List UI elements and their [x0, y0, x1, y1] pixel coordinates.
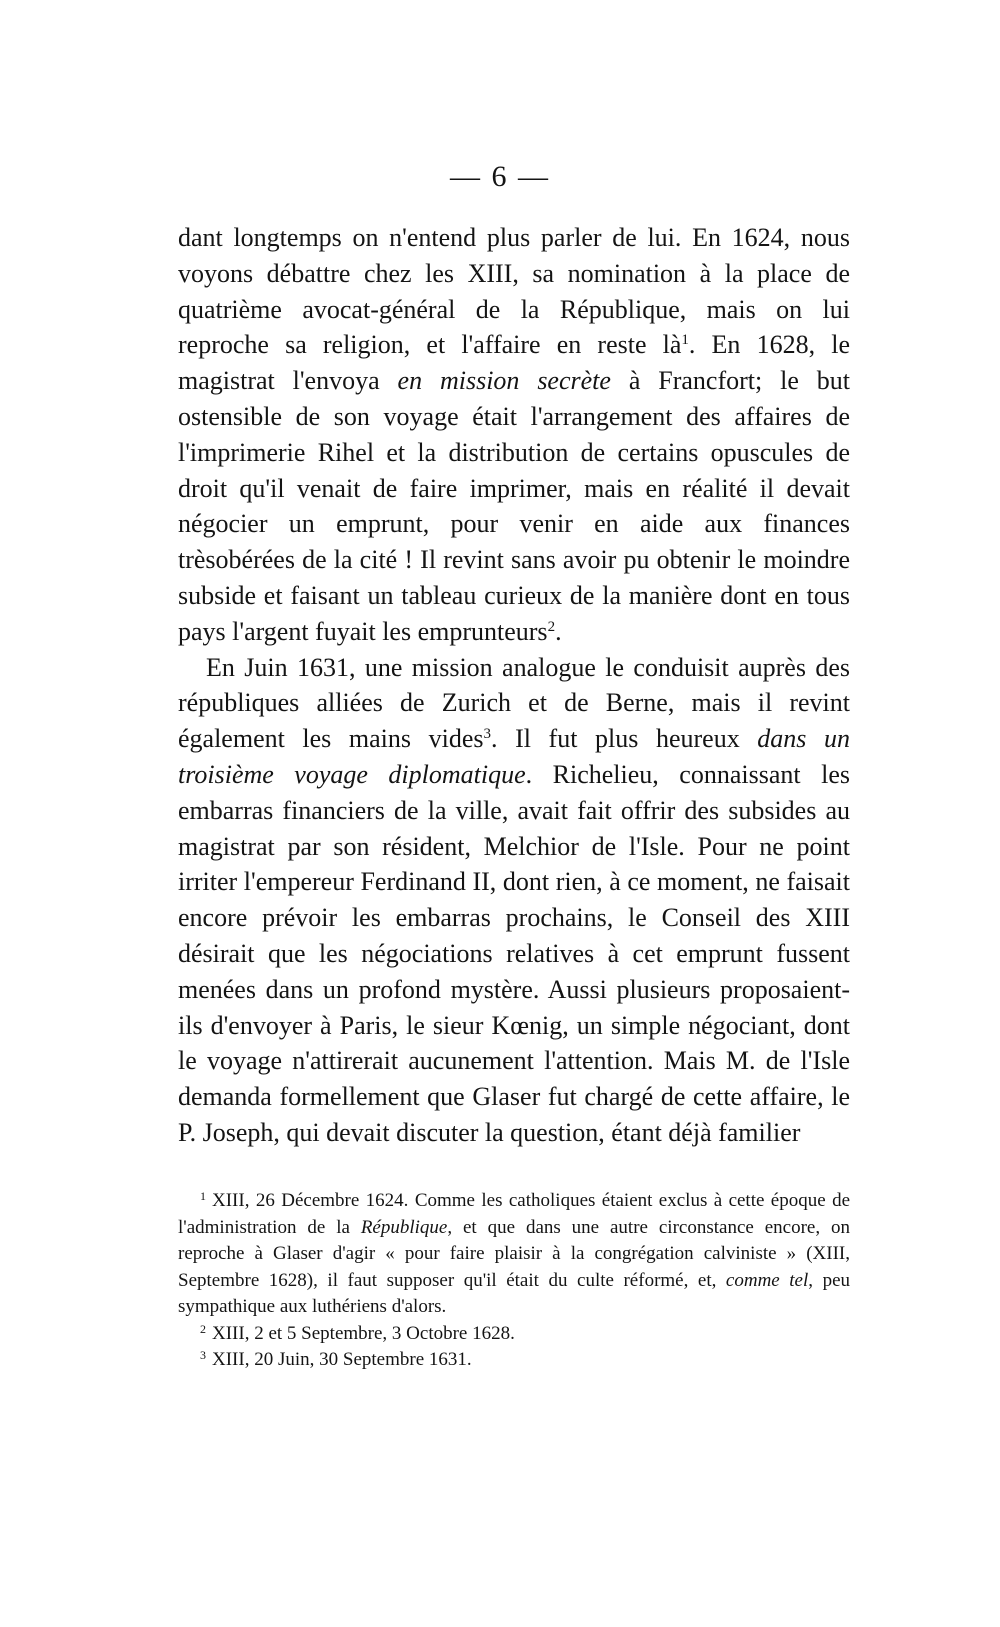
text-run: . — [555, 616, 562, 646]
text-run: dant longtemps on n'entend plus parler de lui. En 1624, nous voyons débattre chez les XIII, sa nomination à la place de quatrième avocat-général de la République, mais on lui reproche sa religion, et l'affaire en reste là — [178, 223, 850, 360]
footnote-marker: 2 — [547, 618, 556, 635]
footnote-number: 3 — [200, 1348, 206, 1362]
body-text — [178, 220, 850, 1151]
footnote — [178, 1188, 850, 1321]
paragraph — [178, 220, 850, 650]
text-run: à Francfort; le but ostensible de son voyage était l'arrangement des affaires de l'imprimerie Rihel et la distribution de certains opuscules de droit qu'il venait de faire imprimer, mais en réalité il devait négocier un emprunt, pour venir en aide aux finances trèsobérées de la cité ! Il revint sans avoir pu obtenir le moindre subside et faisant un tableau curieux de la manière dont en tous pays l'argent fuyait les emprunteurs — [178, 366, 850, 646]
paragraph — [178, 650, 850, 1151]
text-run: XIII, 20 Juin, 30 Septembre 1631. — [212, 1349, 472, 1370]
text-run: , peu sympathique aux luthériens d'alors. — [178, 1269, 851, 1317]
text-run: , et que dans une autre circonstance encore, on reproche à Glaser d'agir « pour faire plaisir à la congrégation calviniste » (XIII, Septembre 1628), il faut supposer qu'il était du culte réformé, et, — [178, 1216, 850, 1291]
footnote-marker: 3 — [483, 726, 491, 743]
text-run: . Il fut plus heureux — [490, 724, 758, 754]
text-run: XIII, 26 Décembre 1624. Comme les catholiques étaient exclus à cette époque de l'administration de la — [178, 1190, 850, 1238]
footnote-marker: 1 — [681, 332, 689, 349]
page-number: — 6 — — [450, 160, 550, 193]
footnote — [178, 1347, 850, 1374]
footnote-number: 1 — [200, 1189, 206, 1203]
italic-text: dans un troisième voyage diplomatique — [178, 724, 851, 789]
italic-text: comme tel — [725, 1269, 809, 1291]
text-run: . Richelieu, connaissant les embarras financiers de la ville, avait fait offrir des subsides au magistrat par son résident, Melchior de l'Isle. Pour ne point irriter l'empereur Ferdinand II, dont rien, à ce moment, ne faisait encore prévoir les embarras prochains, le Conseil des XIII désirait que les négociations relatives à cet emprunt fussent menées dans un profond mystère. Aussi plusieurs proposaient-ils d'envoyer à Paris, le sieur Kœnig, un simple négociant, dont le voyage n'attirerait aucunement l'attention. Mais M. de l'Isle demanda formellement que Glaser fut chargé de cette affaire, le P. Joseph, qui devait discuter la question, étant déjà familier — [178, 759, 850, 1147]
text-run: En Juin 1631, une mission analogue le conduisit auprès des républiques alliées de Zurich et de Berne, mais il revint également les mains vides — [178, 652, 850, 754]
text-run: XIII, 2 et 5 Septembre, 3 Octobre 1628. — [212, 1322, 515, 1344]
italic-text: en mission secrète — [397, 366, 611, 396]
footnote — [178, 1321, 850, 1348]
italic-text: République — [360, 1216, 448, 1238]
footnotes — [178, 1188, 850, 1374]
text-run: . En 1628, le magistrat l'envoya — [178, 330, 850, 396]
footnote-number: 2 — [200, 1321, 206, 1336]
